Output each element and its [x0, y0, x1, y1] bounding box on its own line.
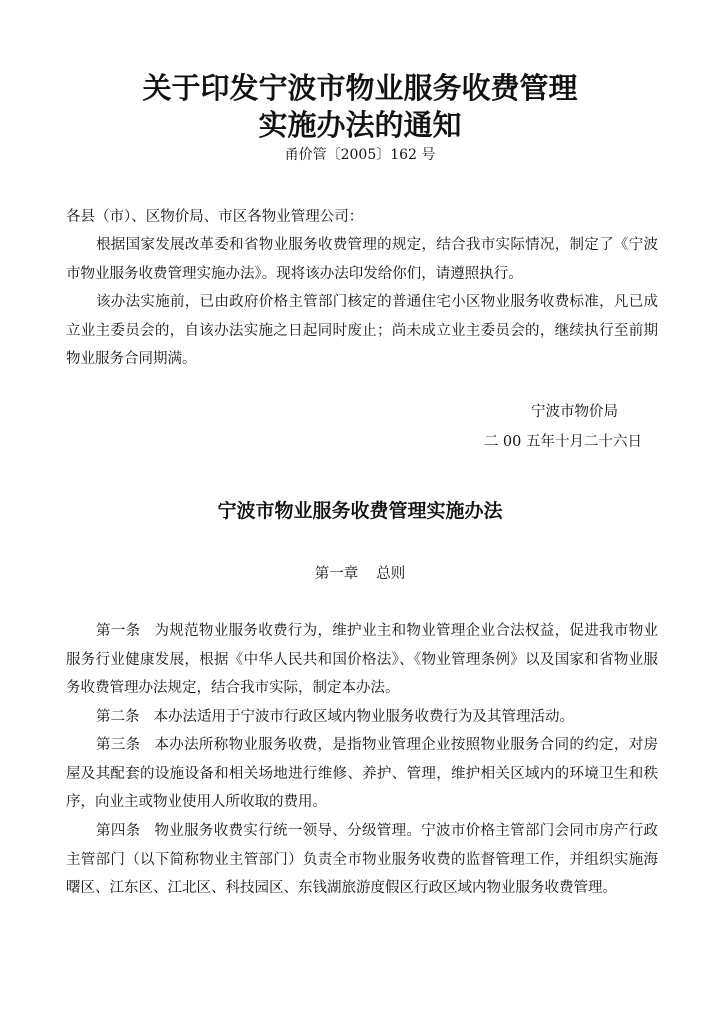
article-1: [66, 617, 658, 703]
article-4-label: 第四条: [96, 823, 141, 839]
notice-paragraph-2: 该办法实施前，已由政府价格主管部门核定的普通住宅小区物业服务收费标准，凡已成立业主委员会的，自该办法实施之日起同时废止；尚未成立业主委员会的，继续执行至前期物业服务合同期满。: [66, 294, 658, 367]
notice-title-line1: 关于印发宁波市物业服务收费管理: [142, 71, 578, 105]
article-2-text: 本办法适用于宁波市行政区域内物业服务收费行为及其管理活动。: [153, 709, 574, 725]
chapter-title: 总则: [376, 566, 406, 582]
article-1-text: 为规范物业服务收费行为，维护业主和物业管理企业合法权益，促进我市物业服务行业健康发展，根据《中华人民共和国价格法》、《物业管理条例》以及国家和省物业服务收费管理办法规定，结合我市实际，制定本办法。: [66, 623, 659, 696]
article-2-label: 第二条: [96, 709, 140, 725]
article-1-label: 第一条: [96, 623, 141, 639]
signature-organization: 宁波市物价局: [531, 404, 618, 420]
notice-title-line2: 实施办法的通知: [258, 108, 462, 142]
addressee: 各县（市）、区物价局、市区各物业管理公司：: [66, 209, 364, 225]
chapter-heading: [0, 564, 720, 584]
article-4-text: 物业服务收费实行统一领导、分级管理。宁波市价格主管部门会同市房产行政主管部门（以下简称物业主管部门）负责全市物业服务收费的监督管理工作，并组织实施海曙区、江东区、江北区、科技园区、东钱湖旅游度假区行政区域内物业服务收费管理。: [66, 823, 659, 896]
article-4: [66, 817, 658, 903]
chapter-label: 第一章: [314, 566, 359, 582]
document-number: 甬价管〔2005〕162 号: [284, 147, 436, 163]
article-3-label: 第三条: [96, 737, 141, 753]
notice-paragraph-1: 根据国家发展改革委和省物业服务收费管理的规定，结合我市实际情况，制定了《宁波市物业服务收费管理实施办法》。现将该办法印发给你们，请遵照执行。: [66, 237, 658, 282]
article-3-text: 本办法所称物业服务收费，是指物业管理企业按照物业服务合同的约定，对房屋及其配套的设施设备和相关场地进行维修、养护、管理，维护相关区域内的环境卫生和秩序，向业主或物业使用人所收取的费用。: [66, 737, 659, 810]
signature-date: 二 00 五年十月二十六日: [483, 434, 642, 450]
article-2: [66, 703, 658, 732]
article-3: [66, 731, 658, 817]
regulation-title: 宁波市物业服务收费管理实施办法: [217, 500, 503, 522]
